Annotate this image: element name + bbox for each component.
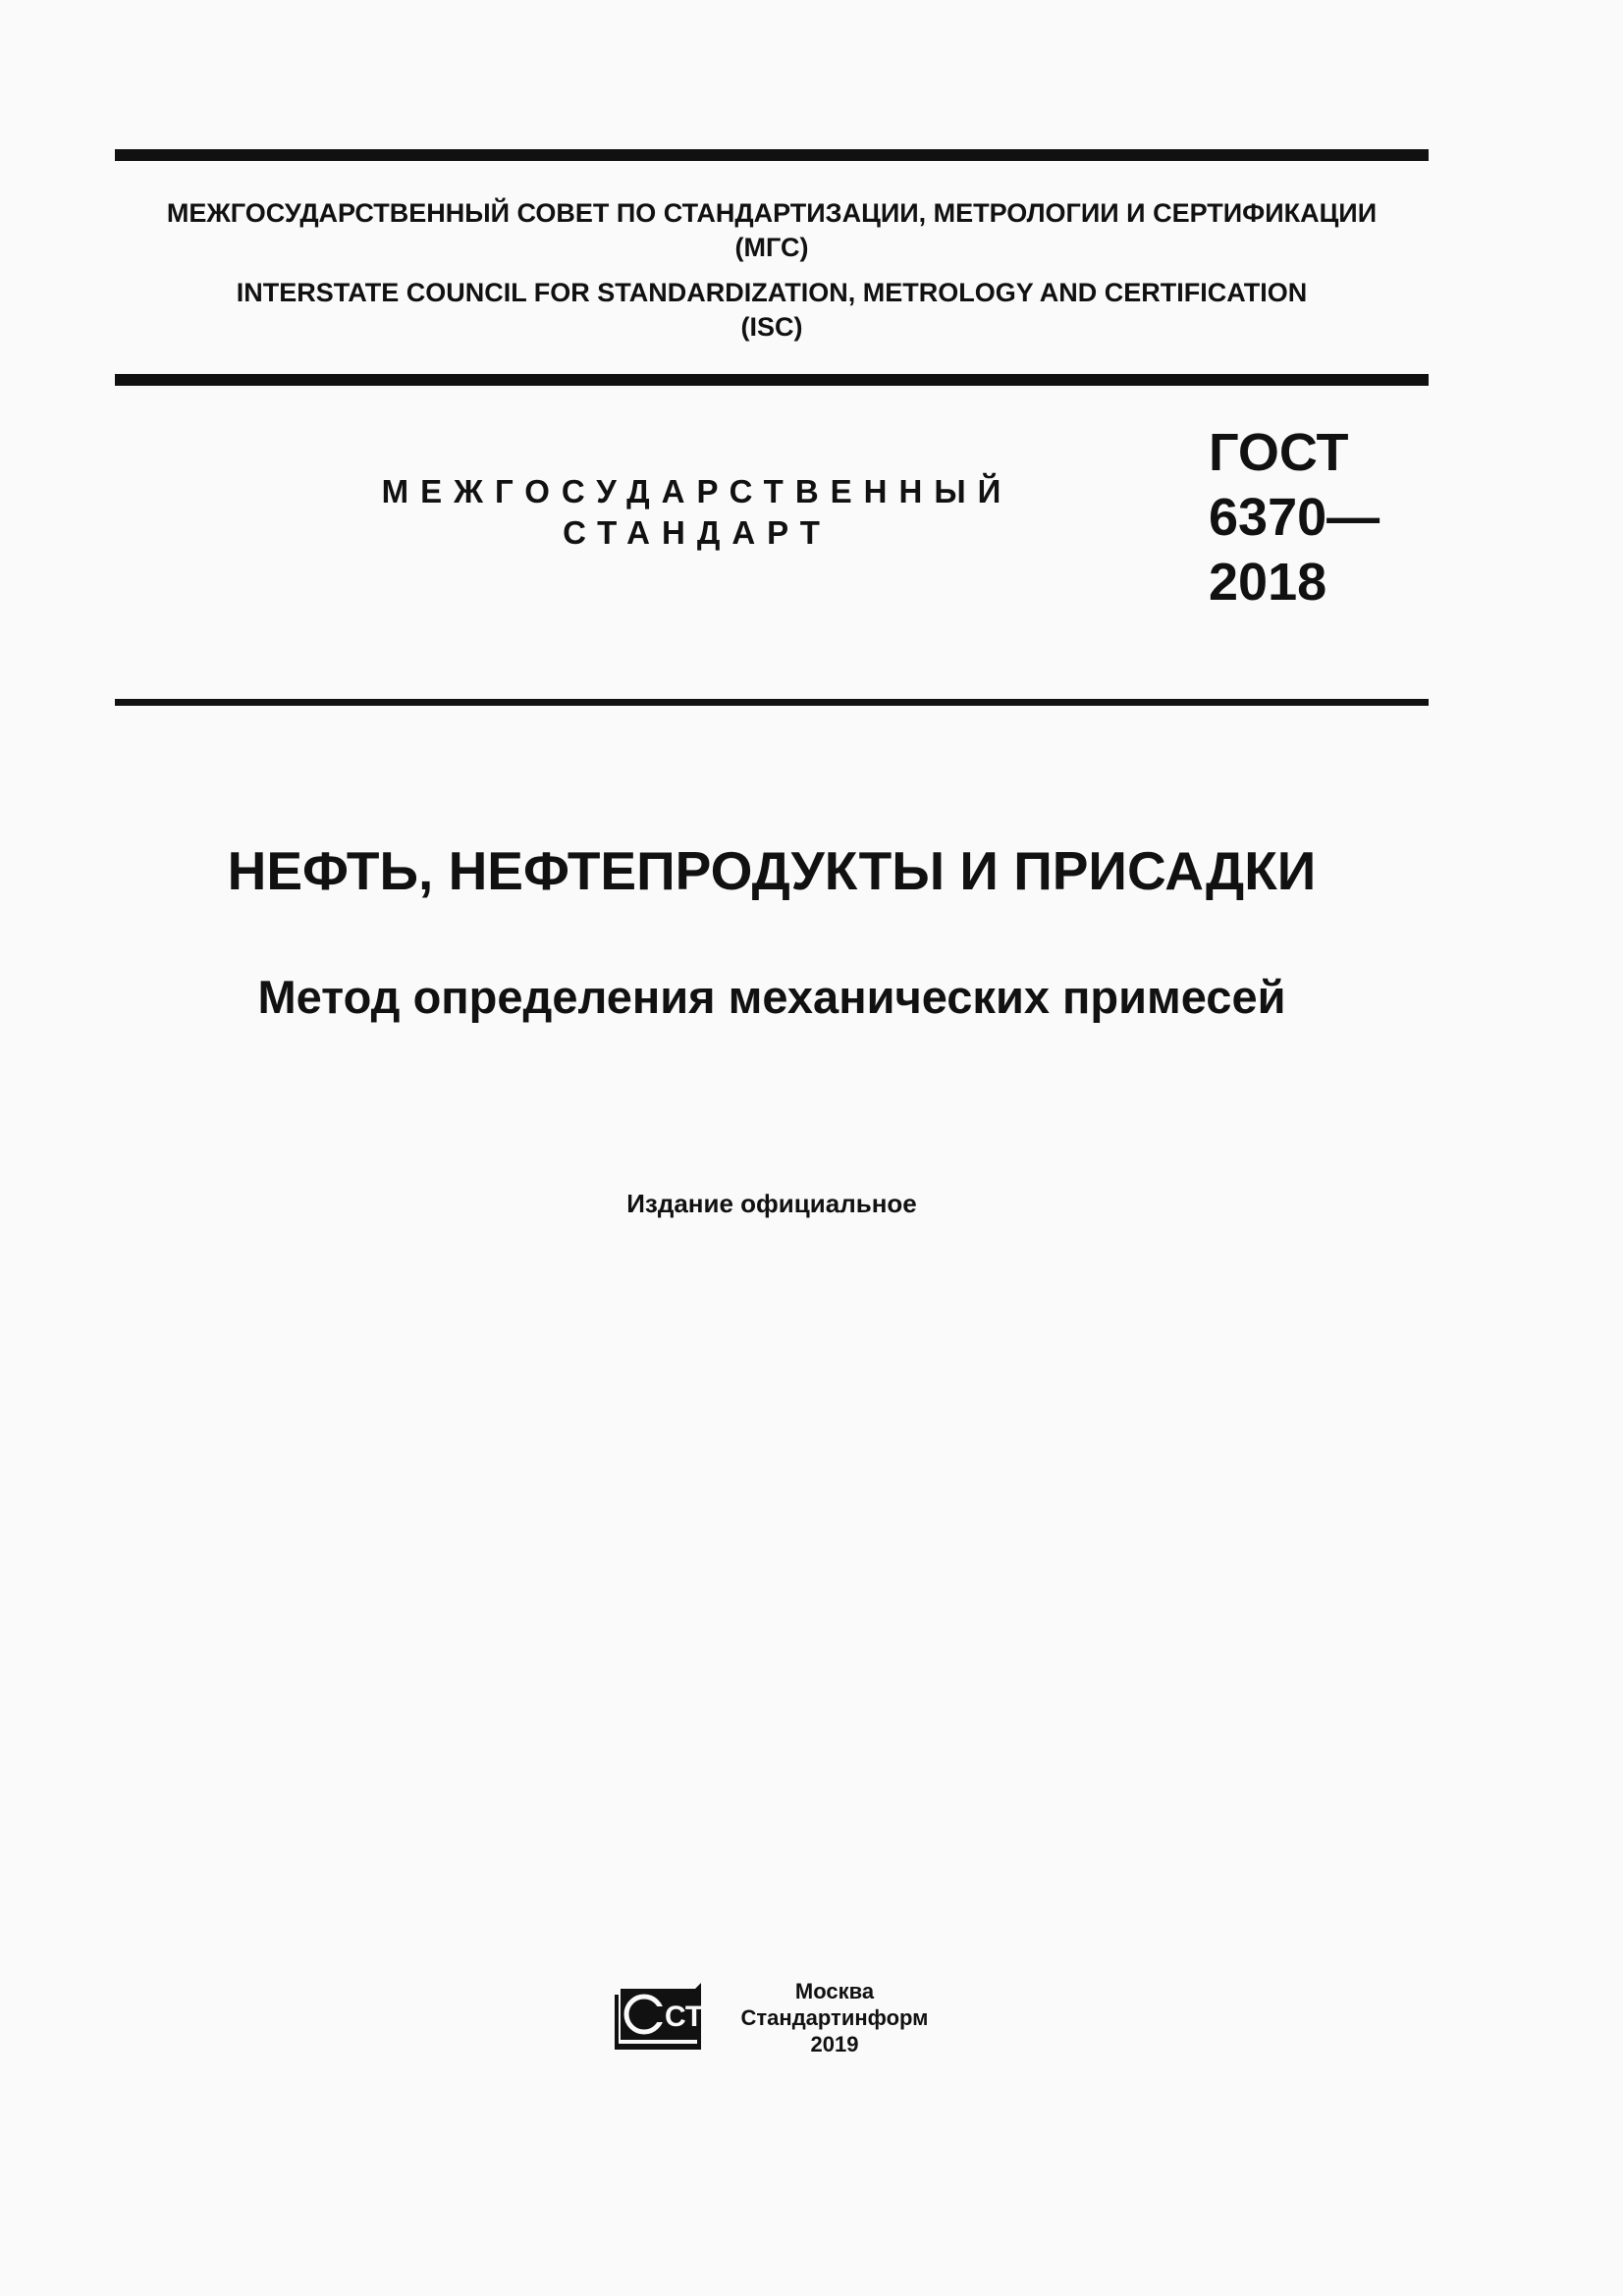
council-en-abbr: (ISC): [740, 312, 803, 342]
std-label-line1: МЕЖГОСУДАРСТВЕННЫЙ: [381, 473, 1013, 509]
council-ru-line: МЕЖГОСУДАРСТВЕННЫЙ СОВЕТ ПО СТАНДАРТИЗАЦИИ, МЕТРОЛОГИИ И СЕРТИФИКАЦИИ: [166, 198, 1378, 228]
publisher-block: [717, 1978, 952, 2057]
publication-year: 2019: [810, 2032, 859, 2056]
council-ru-abbr: (МГС): [734, 233, 809, 262]
gost-designation: [1209, 420, 1380, 614]
council-bottom-rule: [115, 374, 1429, 386]
edition-note: Издание официальное: [626, 1189, 917, 1218]
top-rule: [115, 149, 1429, 161]
gost-prefix: ГОСТ: [1209, 423, 1349, 482]
publisher-name: Стандартинформ: [740, 2005, 929, 2030]
publisher-city: Москва: [794, 1979, 875, 2003]
council-en-line: INTERSTATE COUNCIL FOR STANDARDIZATION, METROLOGY AND CERTIFICATION: [236, 278, 1308, 307]
council-name-en: [115, 276, 1429, 345]
header-bottom-rule: [115, 699, 1429, 706]
gost-year: 2018: [1209, 553, 1327, 612]
std-label-line2: СТАНДАРТ: [563, 514, 832, 551]
gost-number: 6370—: [1209, 488, 1380, 547]
document-title: НЕФТЬ, НЕФТЕПРОДУКТЫ И ПРИСАДКИ: [227, 840, 1317, 901]
logo-lettering: СТИ: [665, 2001, 725, 2033]
document-subtitle: Метод определения механических примесей: [257, 971, 1286, 1023]
standartinform-logo-icon: [611, 1981, 725, 2054]
council-name-ru: [115, 196, 1429, 265]
interstate-standard-label: [373, 471, 1021, 554]
